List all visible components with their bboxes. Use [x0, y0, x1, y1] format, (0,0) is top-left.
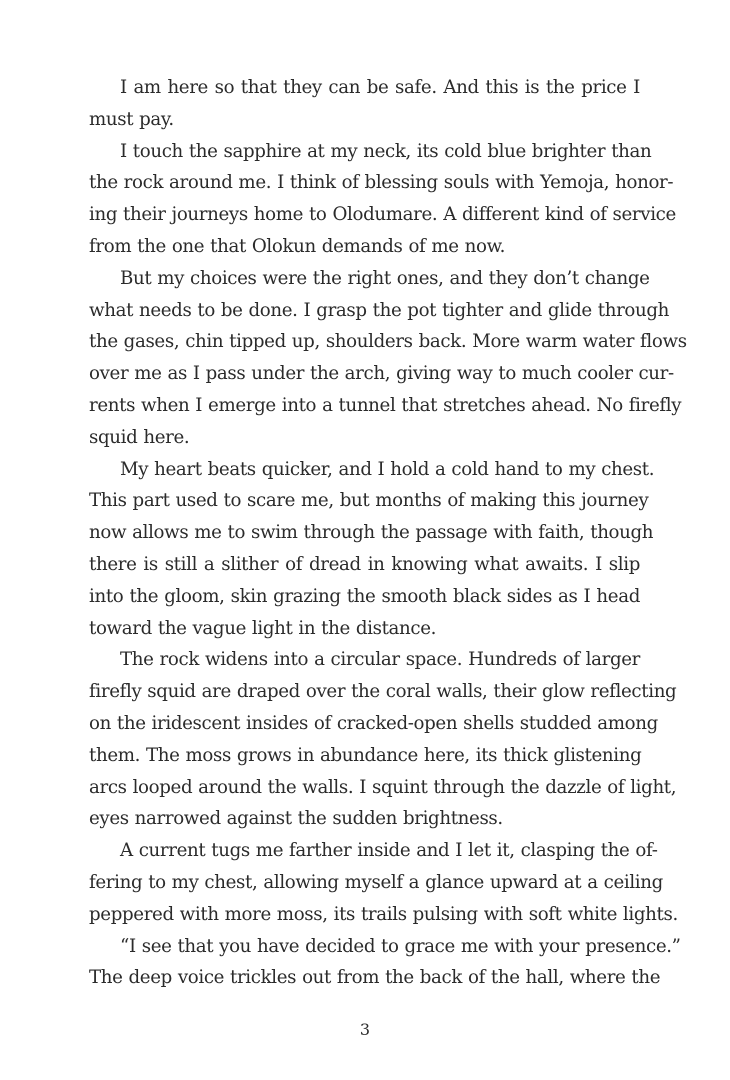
text-line: ing their journeys home to Olodumare. A different kind of service — [89, 204, 676, 226]
text-line: A current tugs me farther inside and I let it, clasping the of- — [120, 840, 658, 862]
body-text — [89, 72, 687, 994]
text-line: squid here. — [89, 426, 190, 448]
text-line: firefly squid are draped over the coral walls, their glow reflecting — [89, 681, 677, 703]
text-line: peppered with more moss, its trails pulsing with soft white lights. — [89, 903, 678, 925]
text-line: toward the vague light in the distance. — [89, 617, 437, 639]
text-line: I touch the sapphire at my neck, its cold blue brighter than — [120, 140, 652, 162]
text-line: on the iridescent insides of cracked-open shells studded among — [89, 712, 658, 734]
text-line: the gases, chin tipped up, shoulders back. More warm water flows — [89, 331, 687, 353]
text-line: But my choices were the right ones, and they don’t change — [120, 267, 650, 289]
text-line: eyes narrowed against the sudden brightness. — [89, 808, 503, 830]
text-line: My heart beats quicker, and I hold a cold hand to my chest. — [120, 458, 655, 480]
text-line: The rock widens into a circular space. Hundreds of larger — [120, 649, 640, 671]
text-line: fering to my chest, allowing myself a glance upward at a ceiling — [89, 871, 663, 893]
text-line: must pay. — [89, 108, 174, 130]
text-line: “I see that you have decided to grace me with your presence.” — [120, 935, 681, 957]
text-line: over me as I pass under the arch, giving way to much cooler cur- — [89, 363, 674, 385]
text-line: the rock around me. I think of blessing souls with Yemoja, honor- — [89, 172, 674, 194]
text-line: them. The moss grows in abundance here, its thick glistening — [89, 744, 642, 766]
page-number: 3 — [359, 1020, 371, 1039]
text-line: This part used to scare me, but months of making this journey — [89, 490, 649, 512]
text-line: what needs to be done. I grasp the pot tighter and glide through — [89, 299, 670, 321]
text-line: rents when I emerge into a tunnel that stretches ahead. No firefly — [89, 394, 682, 416]
text-line: into the gloom, skin grazing the smooth black sides as I head — [89, 585, 640, 607]
text-line: there is still a slither of dread in knowing what awaits. I slip — [89, 553, 640, 575]
text-line: The deep voice trickles out from the back of the hall, where the — [89, 967, 661, 989]
text-line: arcs looped around the walls. I squint through the dazzle of light, — [89, 776, 677, 798]
text-line: I am here so that they can be safe. And this is the price I — [120, 77, 640, 98]
text-line: from the one that Olokun demands of me now. — [89, 235, 506, 257]
text-line: now allows me to swim through the passage with faith, though — [89, 522, 654, 544]
